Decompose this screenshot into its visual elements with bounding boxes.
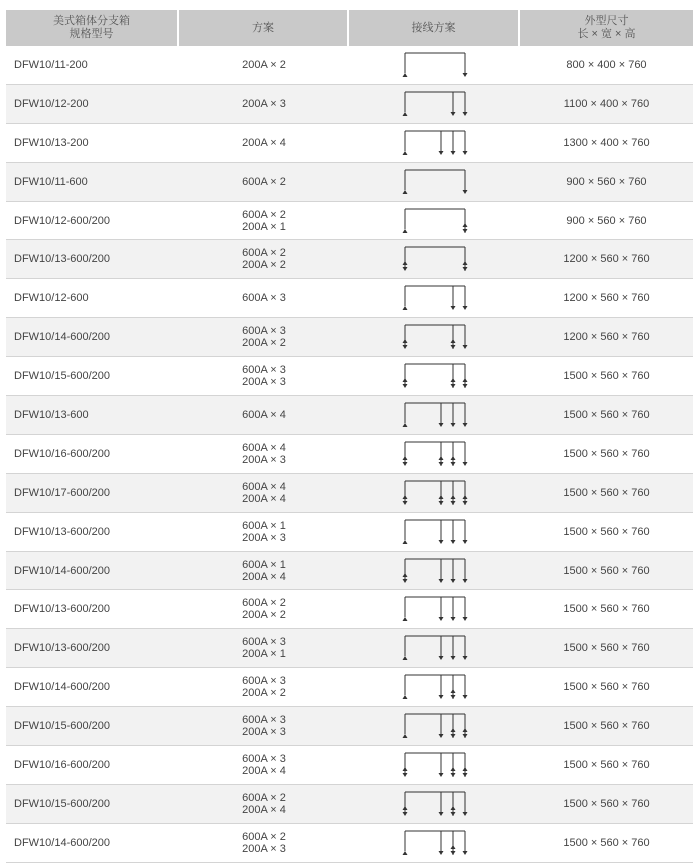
arrow-down-icon [450,579,455,583]
scheme-cell: 600A × 4 200A × 3 [242,441,286,466]
arrow-down-icon [450,851,455,855]
arrow-down-icon [450,384,455,388]
table-row [6,474,693,513]
wiring-diagram [399,124,471,162]
dims-cell: 900 × 560 × 760 [566,175,647,188]
dims-cell: 1500 × 560 × 760 [563,525,650,538]
dims-cell: 1300 × 400 × 760 [563,136,650,149]
wiring-diagram-cell [349,668,520,706]
arrow-down-icon [438,462,443,466]
dims-cell: 1500 × 560 × 760 [563,642,650,655]
table-row [6,279,693,318]
arrow-up-icon [402,73,407,77]
wiring-diagram [399,552,471,590]
scheme-cell: 600A × 2 [242,175,286,188]
scheme-cell: 600A × 1 200A × 4 [242,558,286,583]
wiring-diagram-cell [349,824,520,862]
arrow-up-icon [402,851,407,855]
wiring-diagram [399,202,471,240]
arrow-down-icon [462,267,467,271]
arrow-down-icon [462,345,467,349]
dims-cell: 1500 × 560 × 760 [563,603,650,616]
wiring-diagram-cell [349,396,520,434]
arrow-down-icon [438,851,443,855]
header-dims: 外型尺寸 长 × 宽 × 高 [520,10,693,46]
scheme-cell: 600A × 2 200A × 4 [242,791,286,816]
model-cell: DFW10/13-600/200 [14,603,110,616]
arrow-up-icon [450,806,455,810]
table-row [6,435,693,474]
table-row [6,357,693,396]
dims-cell: 1200 × 560 × 760 [563,331,650,344]
arrow-down-icon [450,540,455,544]
wiring-diagram-cell [349,85,520,123]
scheme-cell: 600A × 2 200A × 3 [242,830,286,855]
dims-cell: 1500 × 560 × 760 [563,447,650,460]
wiring-diagram-cell [349,279,520,317]
wiring-diagram [399,474,471,512]
model-cell: DFW10/12-600/200 [14,214,110,227]
header-model: 美式箱体分支箱 规格型号 [6,10,179,46]
model-cell: DFW10/14-600/200 [14,681,110,694]
scheme-cell: 600A × 3 200A × 1 [242,636,286,661]
arrow-up-icon [450,845,455,849]
arrow-up-icon [450,689,455,693]
arrow-down-icon [462,773,467,777]
arrow-up-icon [402,261,407,265]
spec-table [6,10,693,863]
dims-cell: 1100 × 400 × 760 [563,97,650,110]
model-cell: DFW10/14-600/200 [14,564,110,577]
arrow-down-icon [438,540,443,544]
wiring-diagram-cell [349,46,520,84]
table-row [6,318,693,357]
arrow-down-icon [462,812,467,816]
table-row [6,824,693,863]
arrow-down-icon [402,501,407,505]
wiring-diagram [399,824,471,862]
wiring-diagram-cell [349,435,520,473]
wiring-diagram-cell [349,474,520,512]
arrow-down-icon [462,695,467,699]
table-row [6,124,693,163]
table-row [6,46,693,85]
scheme-cell: 600A × 3 200A × 3 [242,714,286,739]
wiring-diagram-cell [349,163,520,201]
arrow-down-icon [450,734,455,738]
scheme-cell: 600A × 4 200A × 4 [242,480,286,505]
table-row [6,785,693,824]
arrow-down-icon [450,812,455,816]
arrow-up-icon [402,656,407,660]
model-cell: DFW10/11-200 [14,58,88,71]
arrow-up-icon [450,495,455,499]
wiring-diagram [399,513,471,551]
wiring-diagram [399,785,471,823]
model-cell: DFW10/13-600 [14,408,89,421]
model-cell: DFW10/16-600/200 [14,447,110,460]
wiring-diagram-cell [349,124,520,162]
scheme-cell: 200A × 4 [242,136,286,149]
scheme-cell: 600A × 2 200A × 2 [242,597,286,622]
wiring-diagram-cell [349,318,520,356]
arrow-down-icon [450,345,455,349]
table-row [6,590,693,629]
table-row [6,629,693,668]
dims-cell: 1500 × 560 × 760 [563,681,650,694]
arrow-up-icon [462,728,467,732]
arrow-down-icon [402,267,407,271]
arrow-down-icon [450,501,455,505]
arrow-down-icon [438,617,443,621]
table-row [6,163,693,202]
arrow-down-icon [462,617,467,621]
model-cell: DFW10/11-600 [14,175,88,188]
arrow-up-icon [462,378,467,382]
scheme-cell: 600A × 4 [242,408,286,421]
arrow-down-icon [462,462,467,466]
arrow-down-icon [462,656,467,660]
arrow-down-icon [438,656,443,660]
arrow-up-icon [402,734,407,738]
model-cell: DFW10/13-200 [14,136,89,149]
arrow-down-icon [450,423,455,427]
arrow-down-icon [462,190,467,194]
arrow-up-icon [402,573,407,577]
table-row [6,202,693,241]
arrow-up-icon [462,767,467,771]
scheme-cell: 600A × 3 200A × 3 [242,364,286,389]
arrow-down-icon [402,384,407,388]
arrow-down-icon [402,345,407,349]
dims-cell: 1500 × 560 × 760 [563,486,650,499]
table-row [6,707,693,746]
arrow-down-icon [450,306,455,310]
scheme-cell: 600A × 1 200A × 3 [242,519,286,544]
model-cell: DFW10/15-600/200 [14,720,110,733]
arrow-up-icon [450,339,455,343]
table-row [6,513,693,552]
table-body [6,46,693,863]
arrow-down-icon [462,540,467,544]
arrow-up-icon [450,378,455,382]
table-row [6,85,693,124]
dims-cell: 900 × 560 × 760 [566,214,647,227]
arrow-down-icon [438,501,443,505]
scheme-cell: 600A × 3 [242,292,286,305]
wiring-diagram-cell [349,746,520,784]
header-wiring: 接线方案 [349,10,520,46]
scheme-cell: 600A × 3 200A × 4 [242,752,286,777]
table-row [6,746,693,785]
arrow-down-icon [438,423,443,427]
wiring-diagram [399,318,471,356]
arrow-down-icon [462,734,467,738]
wiring-diagram [399,668,471,706]
dims-cell: 1200 × 560 × 760 [563,253,650,266]
wiring-diagram [399,85,471,123]
dims-cell: 1500 × 560 × 760 [563,370,650,383]
model-cell: DFW10/17-600/200 [14,486,110,499]
arrow-up-icon [438,456,443,460]
arrow-down-icon [450,656,455,660]
dims-cell: 1500 × 560 × 760 [563,564,650,577]
wiring-diagram [399,396,471,434]
arrow-down-icon [462,73,467,77]
scheme-cell: 200A × 3 [242,97,286,110]
arrow-up-icon [450,456,455,460]
wiring-diagram-cell [349,513,520,551]
arrow-down-icon [450,462,455,466]
arrow-up-icon [438,495,443,499]
arrow-up-icon [402,229,407,233]
arrow-up-icon [450,767,455,771]
arrow-up-icon [402,495,407,499]
wiring-diagram [399,435,471,473]
model-cell: DFW10/16-600/200 [14,758,110,771]
wiring-diagram-cell [349,590,520,628]
wiring-diagram-cell [349,785,520,823]
arrow-down-icon [462,112,467,116]
wiring-diagram-cell [349,707,520,745]
arrow-up-icon [402,112,407,116]
arrow-up-icon [402,806,407,810]
arrow-up-icon [402,423,407,427]
arrow-down-icon [450,151,455,155]
scheme-cell: 600A × 3 200A × 2 [242,675,286,700]
arrow-down-icon [438,579,443,583]
dims-cell: 1500 × 560 × 760 [563,758,650,771]
table-row [6,668,693,707]
arrow-up-icon [402,378,407,382]
table-row [6,396,693,435]
arrow-down-icon [438,812,443,816]
wiring-diagram [399,279,471,317]
arrow-up-icon [402,767,407,771]
model-cell: DFW10/13-600/200 [14,525,110,538]
wiring-diagram [399,746,471,784]
dims-cell: 1500 × 560 × 760 [563,836,650,849]
arrow-up-icon [402,306,407,310]
scheme-cell: 600A × 2 200A × 2 [242,247,286,272]
wiring-diagram [399,357,471,395]
model-cell: DFW10/12-600 [14,292,89,305]
wiring-diagram [399,590,471,628]
model-cell: DFW10/13-600/200 [14,642,110,655]
arrow-down-icon [450,773,455,777]
arrow-up-icon [462,261,467,265]
arrow-down-icon [438,734,443,738]
arrow-down-icon [438,151,443,155]
arrow-down-icon [462,306,467,310]
arrow-down-icon [450,617,455,621]
arrow-up-icon [402,617,407,621]
arrow-down-icon [402,812,407,816]
wiring-diagram [399,240,471,278]
dims-cell: 1500 × 560 × 760 [563,797,650,810]
model-cell: DFW10/12-200 [14,97,89,110]
arrow-up-icon [402,540,407,544]
table-row [6,240,693,279]
arrow-down-icon [438,695,443,699]
arrow-up-icon [450,728,455,732]
wiring-diagram [399,707,471,745]
dims-cell: 800 × 400 × 760 [566,58,647,71]
arrow-up-icon [462,223,467,227]
arrow-down-icon [402,579,407,583]
model-cell: DFW10/14-600/200 [14,836,110,849]
arrow-down-icon [462,851,467,855]
header-scheme: 方案 [179,10,349,46]
wiring-diagram-cell [349,202,520,240]
table-row [6,552,693,591]
table-header [6,10,693,46]
arrow-down-icon [402,462,407,466]
arrow-down-icon [462,423,467,427]
arrow-up-icon [462,495,467,499]
wiring-diagram [399,46,471,84]
arrow-up-icon [402,339,407,343]
model-cell: DFW10/14-600/200 [14,331,110,344]
arrow-down-icon [450,695,455,699]
arrow-down-icon [462,384,467,388]
arrow-up-icon [402,151,407,155]
arrow-down-icon [438,773,443,777]
arrow-down-icon [450,112,455,116]
arrow-down-icon [462,501,467,505]
arrow-up-icon [402,190,407,194]
wiring-diagram-cell [349,357,520,395]
arrow-up-icon [402,695,407,699]
arrow-down-icon [462,229,467,233]
model-cell: DFW10/15-600/200 [14,370,110,383]
dims-cell: 1500 × 560 × 760 [563,720,650,733]
model-cell: DFW10/15-600/200 [14,797,110,810]
arrow-up-icon [402,456,407,460]
dims-cell: 1500 × 560 × 760 [563,408,650,421]
arrow-down-icon [462,151,467,155]
scheme-cell: 600A × 3 200A × 2 [242,325,286,350]
arrow-down-icon [462,579,467,583]
wiring-diagram-cell [349,240,520,278]
dims-cell: 1200 × 560 × 760 [563,292,650,305]
wiring-diagram-cell [349,552,520,590]
scheme-cell: 600A × 2 200A × 1 [242,208,286,233]
wiring-diagram [399,163,471,201]
arrow-down-icon [402,773,407,777]
wiring-diagram-cell [349,629,520,667]
model-cell: DFW10/13-600/200 [14,253,110,266]
scheme-cell: 200A × 2 [242,58,286,71]
wiring-diagram [399,629,471,667]
